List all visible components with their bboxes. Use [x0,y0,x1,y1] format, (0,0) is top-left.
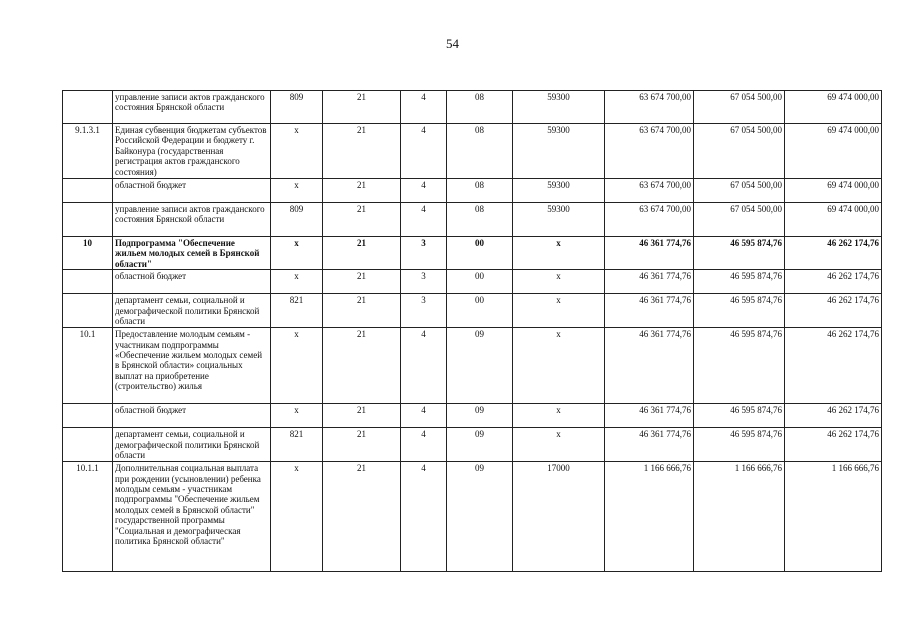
amount-year3-cell: 46 262 174,76 [785,237,882,270]
amount-year2-cell: 46 595 874,76 [694,270,785,294]
section-code-cell: 21 [323,237,401,270]
amount-year3-cell: 69 474 000,00 [785,179,882,203]
article-code-cell: 00 [447,237,513,270]
target-code-cell: 59300 [513,203,605,237]
grbs-code-cell: х [271,404,323,428]
row-number-cell [63,294,113,328]
table-row [63,237,882,270]
article-code-cell: 08 [447,203,513,237]
table-row [63,462,882,572]
row-number-cell [63,404,113,428]
amount-year1-cell: 63 674 700,00 [605,91,694,124]
row-name-cell: департамент семьи, социальной и демографической политики Брянской области [113,294,271,328]
row-name-cell: Предоставление молодым семьям - участникам подпрограммы «Обеспечение жильем молодых семей в Брянской области» социальных выплат на приобретение (строительство) жилья [113,328,271,404]
row-number-cell: 10 [63,237,113,270]
amount-year1-cell: 63 674 700,00 [605,179,694,203]
section-code-cell: 21 [323,124,401,179]
row-number-cell [63,203,113,237]
row-number-cell: 10.1 [63,328,113,404]
amount-year1-cell: 46 361 774,76 [605,270,694,294]
table-row [63,179,882,203]
row-name-cell: областной бюджет [113,270,271,294]
section-code-cell: 21 [323,270,401,294]
section-code-cell: 21 [323,91,401,124]
amount-year3-cell: 46 262 174,76 [785,328,882,404]
grbs-code-cell: х [271,270,323,294]
row-name-cell: Единая субвенция бюджетам субъектов Российской Федерации и бюджету г. Байконура (государственная регистрация актов гражданского состояния) [113,124,271,179]
row-name-cell: областной бюджет [113,179,271,203]
amount-year2-cell: 46 595 874,76 [694,237,785,270]
amount-year1-cell: 46 361 774,76 [605,428,694,462]
target-code-cell: х [513,404,605,428]
amount-year3-cell: 46 262 174,76 [785,428,882,462]
target-code-cell: х [513,237,605,270]
grbs-code-cell: 809 [271,91,323,124]
row-name-cell: управление записи актов гражданского состояния Брянской области [113,91,271,124]
row-name-cell: Дополнительная социальная выплата при рождении (усыновлении) ребенка молодым семьям - участникам подпрограммы "Обеспечение жильем молодых семей в Брянской области" государственной программы "Социальная и демографическая политика Брянской области" [113,462,271,572]
article-code-cell: 08 [447,179,513,203]
table-row [63,428,882,462]
amount-year3-cell: 69 474 000,00 [785,91,882,124]
section-code-cell: 21 [323,462,401,572]
subsection-code-cell: 4 [401,124,447,179]
table-row [63,124,882,179]
amount-year3-cell: 69 474 000,00 [785,124,882,179]
article-code-cell: 09 [447,462,513,572]
table-row [63,270,882,294]
article-code-cell: 00 [447,270,513,294]
subsection-code-cell: 4 [401,328,447,404]
section-code-cell: 21 [323,203,401,237]
grbs-code-cell: х [271,237,323,270]
amount-year1-cell: 63 674 700,00 [605,124,694,179]
row-number-cell [63,91,113,124]
row-name-cell: департамент семьи, социальной и демографической политики Брянской области [113,428,271,462]
table-row [63,328,882,404]
amount-year2-cell: 67 054 500,00 [694,179,785,203]
amount-year2-cell: 67 054 500,00 [694,124,785,179]
target-code-cell: 59300 [513,179,605,203]
amount-year3-cell: 46 262 174,76 [785,270,882,294]
grbs-code-cell: 821 [271,294,323,328]
amount-year1-cell: 46 361 774,76 [605,328,694,404]
grbs-code-cell: х [271,124,323,179]
target-code-cell: х [513,428,605,462]
article-code-cell: 00 [447,294,513,328]
amount-year1-cell: 1 166 666,76 [605,462,694,572]
section-code-cell: 21 [323,179,401,203]
amount-year2-cell: 1 166 666,76 [694,462,785,572]
amount-year3-cell: 1 166 666,76 [785,462,882,572]
article-code-cell: 09 [447,328,513,404]
target-code-cell: х [513,294,605,328]
amount-year1-cell: 46 361 774,76 [605,404,694,428]
target-code-cell: 59300 [513,124,605,179]
amount-year2-cell: 46 595 874,76 [694,404,785,428]
page-number: 54 [446,36,459,51]
article-code-cell: 09 [447,428,513,462]
row-number-cell: 10.1.1 [63,462,113,572]
target-code-cell: х [513,328,605,404]
amount-year1-cell: 46 361 774,76 [605,237,694,270]
table-row [63,91,882,124]
grbs-code-cell: 821 [271,428,323,462]
row-number-cell: 9.1.3.1 [63,124,113,179]
row-number-cell [63,270,113,294]
article-code-cell: 08 [447,124,513,179]
subsection-code-cell: 4 [401,179,447,203]
article-code-cell: 08 [447,91,513,124]
subsection-code-cell: 3 [401,237,447,270]
amount-year2-cell: 67 054 500,00 [694,91,785,124]
table-row [63,404,882,428]
target-code-cell: 59300 [513,91,605,124]
subsection-code-cell: 4 [401,428,447,462]
amount-year2-cell: 46 595 874,76 [694,428,785,462]
subsection-code-cell: 4 [401,404,447,428]
row-number-cell [63,428,113,462]
section-code-cell: 21 [323,428,401,462]
section-code-cell: 21 [323,404,401,428]
amount-year1-cell: 63 674 700,00 [605,203,694,237]
target-code-cell: 17000 [513,462,605,572]
amount-year3-cell: 46 262 174,76 [785,294,882,328]
row-name-cell: Подпрограмма "Обеспечение жильем молодых семей в Брянской области" [113,237,271,270]
table-row [63,203,882,237]
subsection-code-cell: 3 [401,270,447,294]
row-number-cell [63,179,113,203]
grbs-code-cell: х [271,328,323,404]
subsection-code-cell: 3 [401,294,447,328]
amount-year2-cell: 67 054 500,00 [694,203,785,237]
row-name-cell: областной бюджет [113,404,271,428]
budget-table [62,90,882,572]
amount-year3-cell: 69 474 000,00 [785,203,882,237]
section-code-cell: 21 [323,294,401,328]
amount-year2-cell: 46 595 874,76 [694,294,785,328]
row-name-cell: управление записи актов гражданского состояния Брянской области [113,203,271,237]
amount-year3-cell: 46 262 174,76 [785,404,882,428]
grbs-code-cell: х [271,179,323,203]
table-row [63,294,882,328]
subsection-code-cell: 4 [401,462,447,572]
amount-year2-cell: 46 595 874,76 [694,328,785,404]
article-code-cell: 09 [447,404,513,428]
subsection-code-cell: 4 [401,203,447,237]
target-code-cell: х [513,270,605,294]
grbs-code-cell: х [271,462,323,572]
subsection-code-cell: 4 [401,91,447,124]
grbs-code-cell: 809 [271,203,323,237]
amount-year1-cell: 46 361 774,76 [605,294,694,328]
section-code-cell: 21 [323,328,401,404]
